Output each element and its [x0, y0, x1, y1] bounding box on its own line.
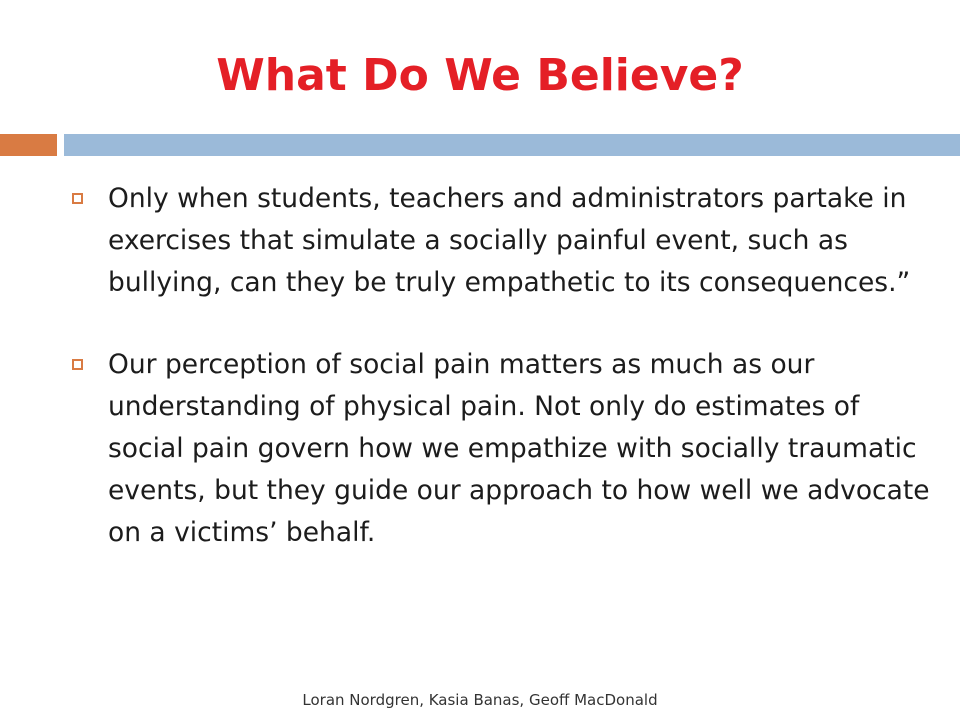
slide-footer-authors: Loran Nordgren, Kasia Banas, Geoff MacDonald — [302, 691, 658, 709]
bullet-item — [72, 344, 932, 554]
bullet-text: Our perception of social pain matters as much as our understanding of physical pain. Not only do estimates of social pain govern how we empathize with socially traumatic events, but they guide our approach to how well we advocate on a victims’ behalf. — [108, 349, 930, 548]
title-accent-bar-orange — [0, 134, 57, 156]
slide-title: What Do We Believe? — [216, 50, 744, 101]
title-accent-bar-blue — [64, 134, 960, 156]
bullet-item — [72, 178, 932, 304]
hollow-square-bullet-icon — [72, 359, 83, 370]
bullet-text: Only when students, teachers and administrators partake in exercises that simulate a socially painful event, such as bullying, can they be truly empathetic to its consequences.” — [108, 183, 911, 298]
bullet-list — [72, 178, 932, 554]
hollow-square-bullet-icon — [72, 193, 83, 204]
